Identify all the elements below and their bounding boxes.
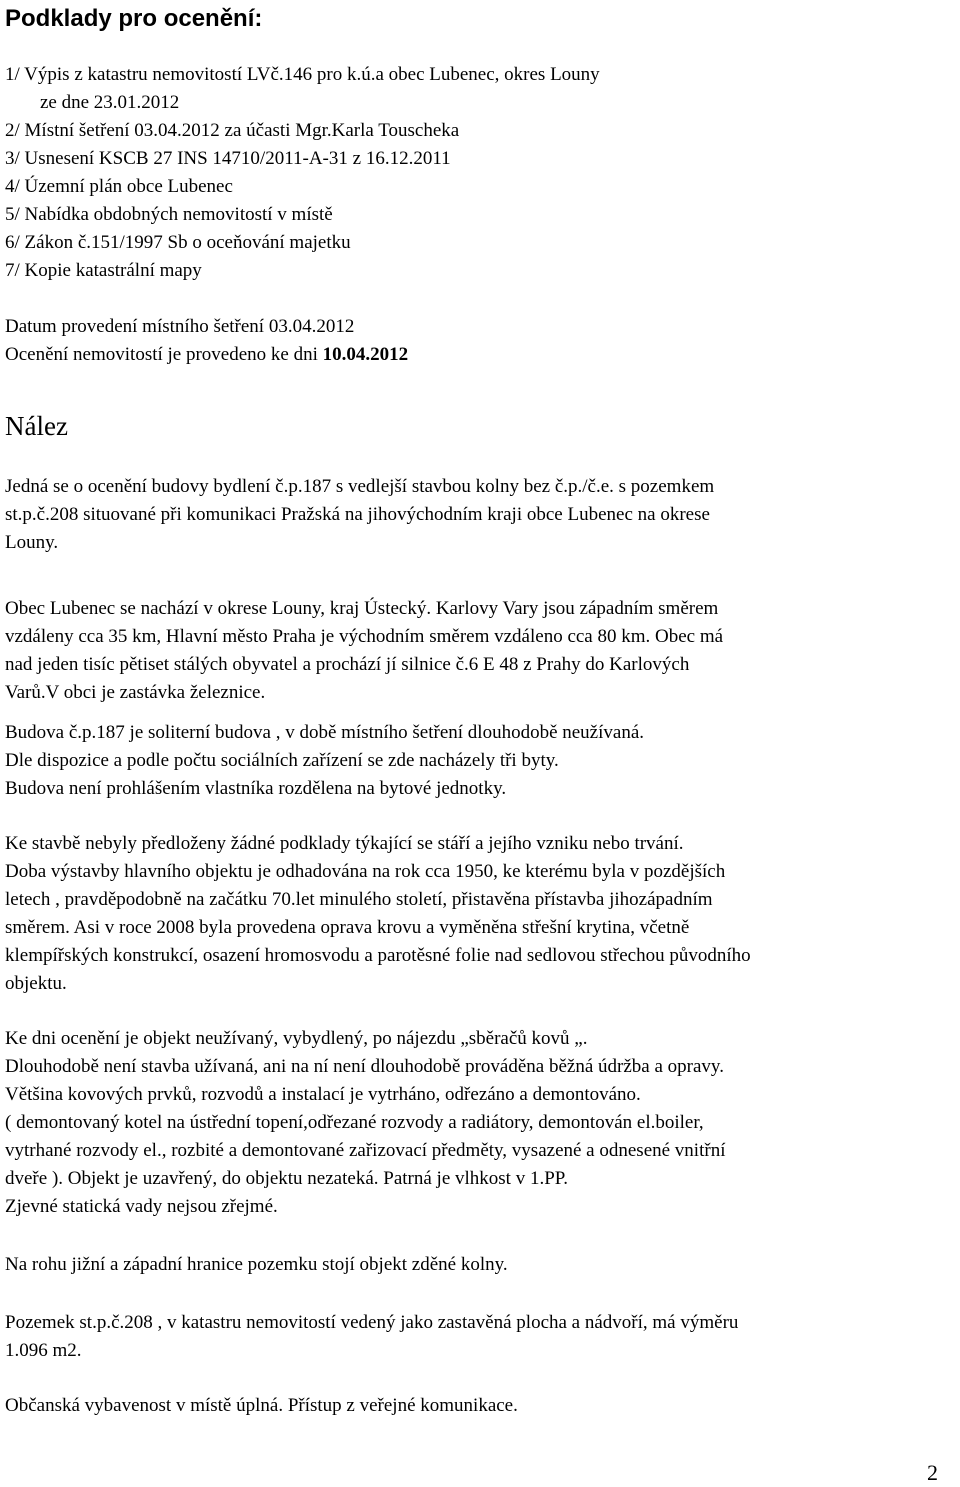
text-line: Dle dispozice a podle počtu sociálních zařízení se zde nacházely tři byty. [5, 750, 559, 771]
text-line: Ke stavbě nebyly předloženy žádné podklady týkající se stáří a jejího vzniku nebo trvání. [5, 833, 684, 854]
source-item: 6/ Zákon č.151/1997 Sb o oceňování majetku [5, 232, 351, 253]
text-line: objektu. [5, 973, 67, 994]
source-item: 4/ Územní plán obce Lubenec [5, 176, 233, 197]
text-line: Budova není prohlášením vlastníka rozdělena na bytové jednotky. [5, 778, 507, 799]
source-item: 7/ Kopie katastrální mapy [5, 260, 202, 281]
text-line: Louny. [5, 532, 59, 553]
text-line: Ke dni ocenění je objekt neužívaný, vybydlený, po nájezdu „sběračů kovů „. [5, 1028, 588, 1049]
text-line: Obec Lubenec se nachází v okrese Louny, kraj Ústecký. Karlovy Vary jsou západním směrem [5, 598, 719, 619]
text-line: st.p.č.208 situované při komunikaci Pražská na jihovýchodním kraji obce Lubenec na okrese [5, 504, 710, 525]
text-line: Občanská vybavenost v místě úplná. Přístup z veřejné komunikace. [5, 1395, 518, 1416]
text-line: Budova č.p.187 je soliterní budova , v době místního šetření dlouhodobě neužívaná. [5, 722, 645, 743]
source-item: 5/ Nabídka obdobných nemovitostí v místě [5, 204, 333, 225]
section-title: Nález [5, 411, 68, 441]
valuation-date-label: Ocenění nemovitostí je provedeno ke dni [5, 344, 323, 365]
text-line: Pozemek st.p.č.208 , v katastru nemovitostí vedený jako zastavěná plocha a nádvoří, má výměru [5, 1312, 739, 1333]
text-line: Zjevné statická vady nejsou zřejmé. [5, 1196, 278, 1217]
page-number: 2 [927, 1460, 938, 1485]
text-line: vytrhané rozvody el., rozbité a demontované zařizovací předměty, vysazené a odnesené vnitřní [5, 1140, 726, 1161]
text-line: směrem. Asi v roce 2008 byla provedena oprava krovu a vyměněna střešní krytina, včetně [5, 917, 690, 938]
page-title: Podklady pro ocenění: [5, 5, 263, 32]
valuation-date: 10.04.2012 [322, 344, 409, 365]
text-line: nad jeden tisíc pětiset stálých obyvatel a prochází jí silnice č.6 E 48 z Prahy do Karlových [5, 654, 690, 675]
text-line: Na rohu jižní a západní hranice pozemku stojí objekt zděné kolny. [5, 1254, 508, 1275]
text-line: Doba výstavby hlavního objektu je odhadována na rok cca 1950, ke kterému byla v pozdějších [5, 861, 726, 882]
text-line: Většina kovových prvků, rozvodů a instalací je vytrháno, odřezáno a demontováno. [5, 1084, 641, 1105]
text-line: 1.096 m2. [5, 1340, 82, 1361]
inspection-date: Datum provedení místního šetření 03.04.2012 [5, 316, 355, 337]
text-line: Jedná se o ocenění budovy bydlení č.p.187 s vedlejší stavbou kolny bez č.p./č.e. s pozemkem [5, 476, 715, 497]
text-line: Dlouhodobě není stavba užívaná, ani na ní není dlouhodobě prováděna běžná údržba a opravy. [5, 1056, 724, 1077]
source-item: ze dne 23.01.2012 [40, 92, 180, 113]
text-line: vzdáleny cca 35 km, Hlavní město Praha je východním směrem vzdáleno cca 80 km. Obec má [5, 626, 724, 647]
text-line: letech , pravděpodobně na začátku 70.let minulého století, přistavěna přístavba jihozápadním [5, 889, 713, 910]
source-item: 2/ Místní šetření 03.04.2012 za účasti Mgr.Karla Touscheka [5, 120, 460, 141]
text-line: Varů.V obci je zastávka železnice. [5, 682, 266, 703]
text-line: dveře ). Objekt je uzavřený, do objektu nezateká. Patrná je vlhkost v 1.PP. [5, 1168, 568, 1189]
text-line: klempířských konstrukcí, osazení hromosvodu a parotěsné folie nad sedlovou střechou původního [5, 945, 751, 966]
valuation-date-line [5, 343, 408, 367]
source-item: 1/ Výpis z katastru nemovitostí LVč.146 pro k.ú.a obec Lubenec, okres Louny [5, 64, 600, 85]
text-line: ( demontovaný kotel na ústřední topení,odřezané rozvody a radiátory, demontován el.boiler, [5, 1112, 704, 1133]
source-item: 3/ Usnesení KSCB 27 INS 14710/2011-A-31 z 16.12.2011 [5, 148, 451, 169]
